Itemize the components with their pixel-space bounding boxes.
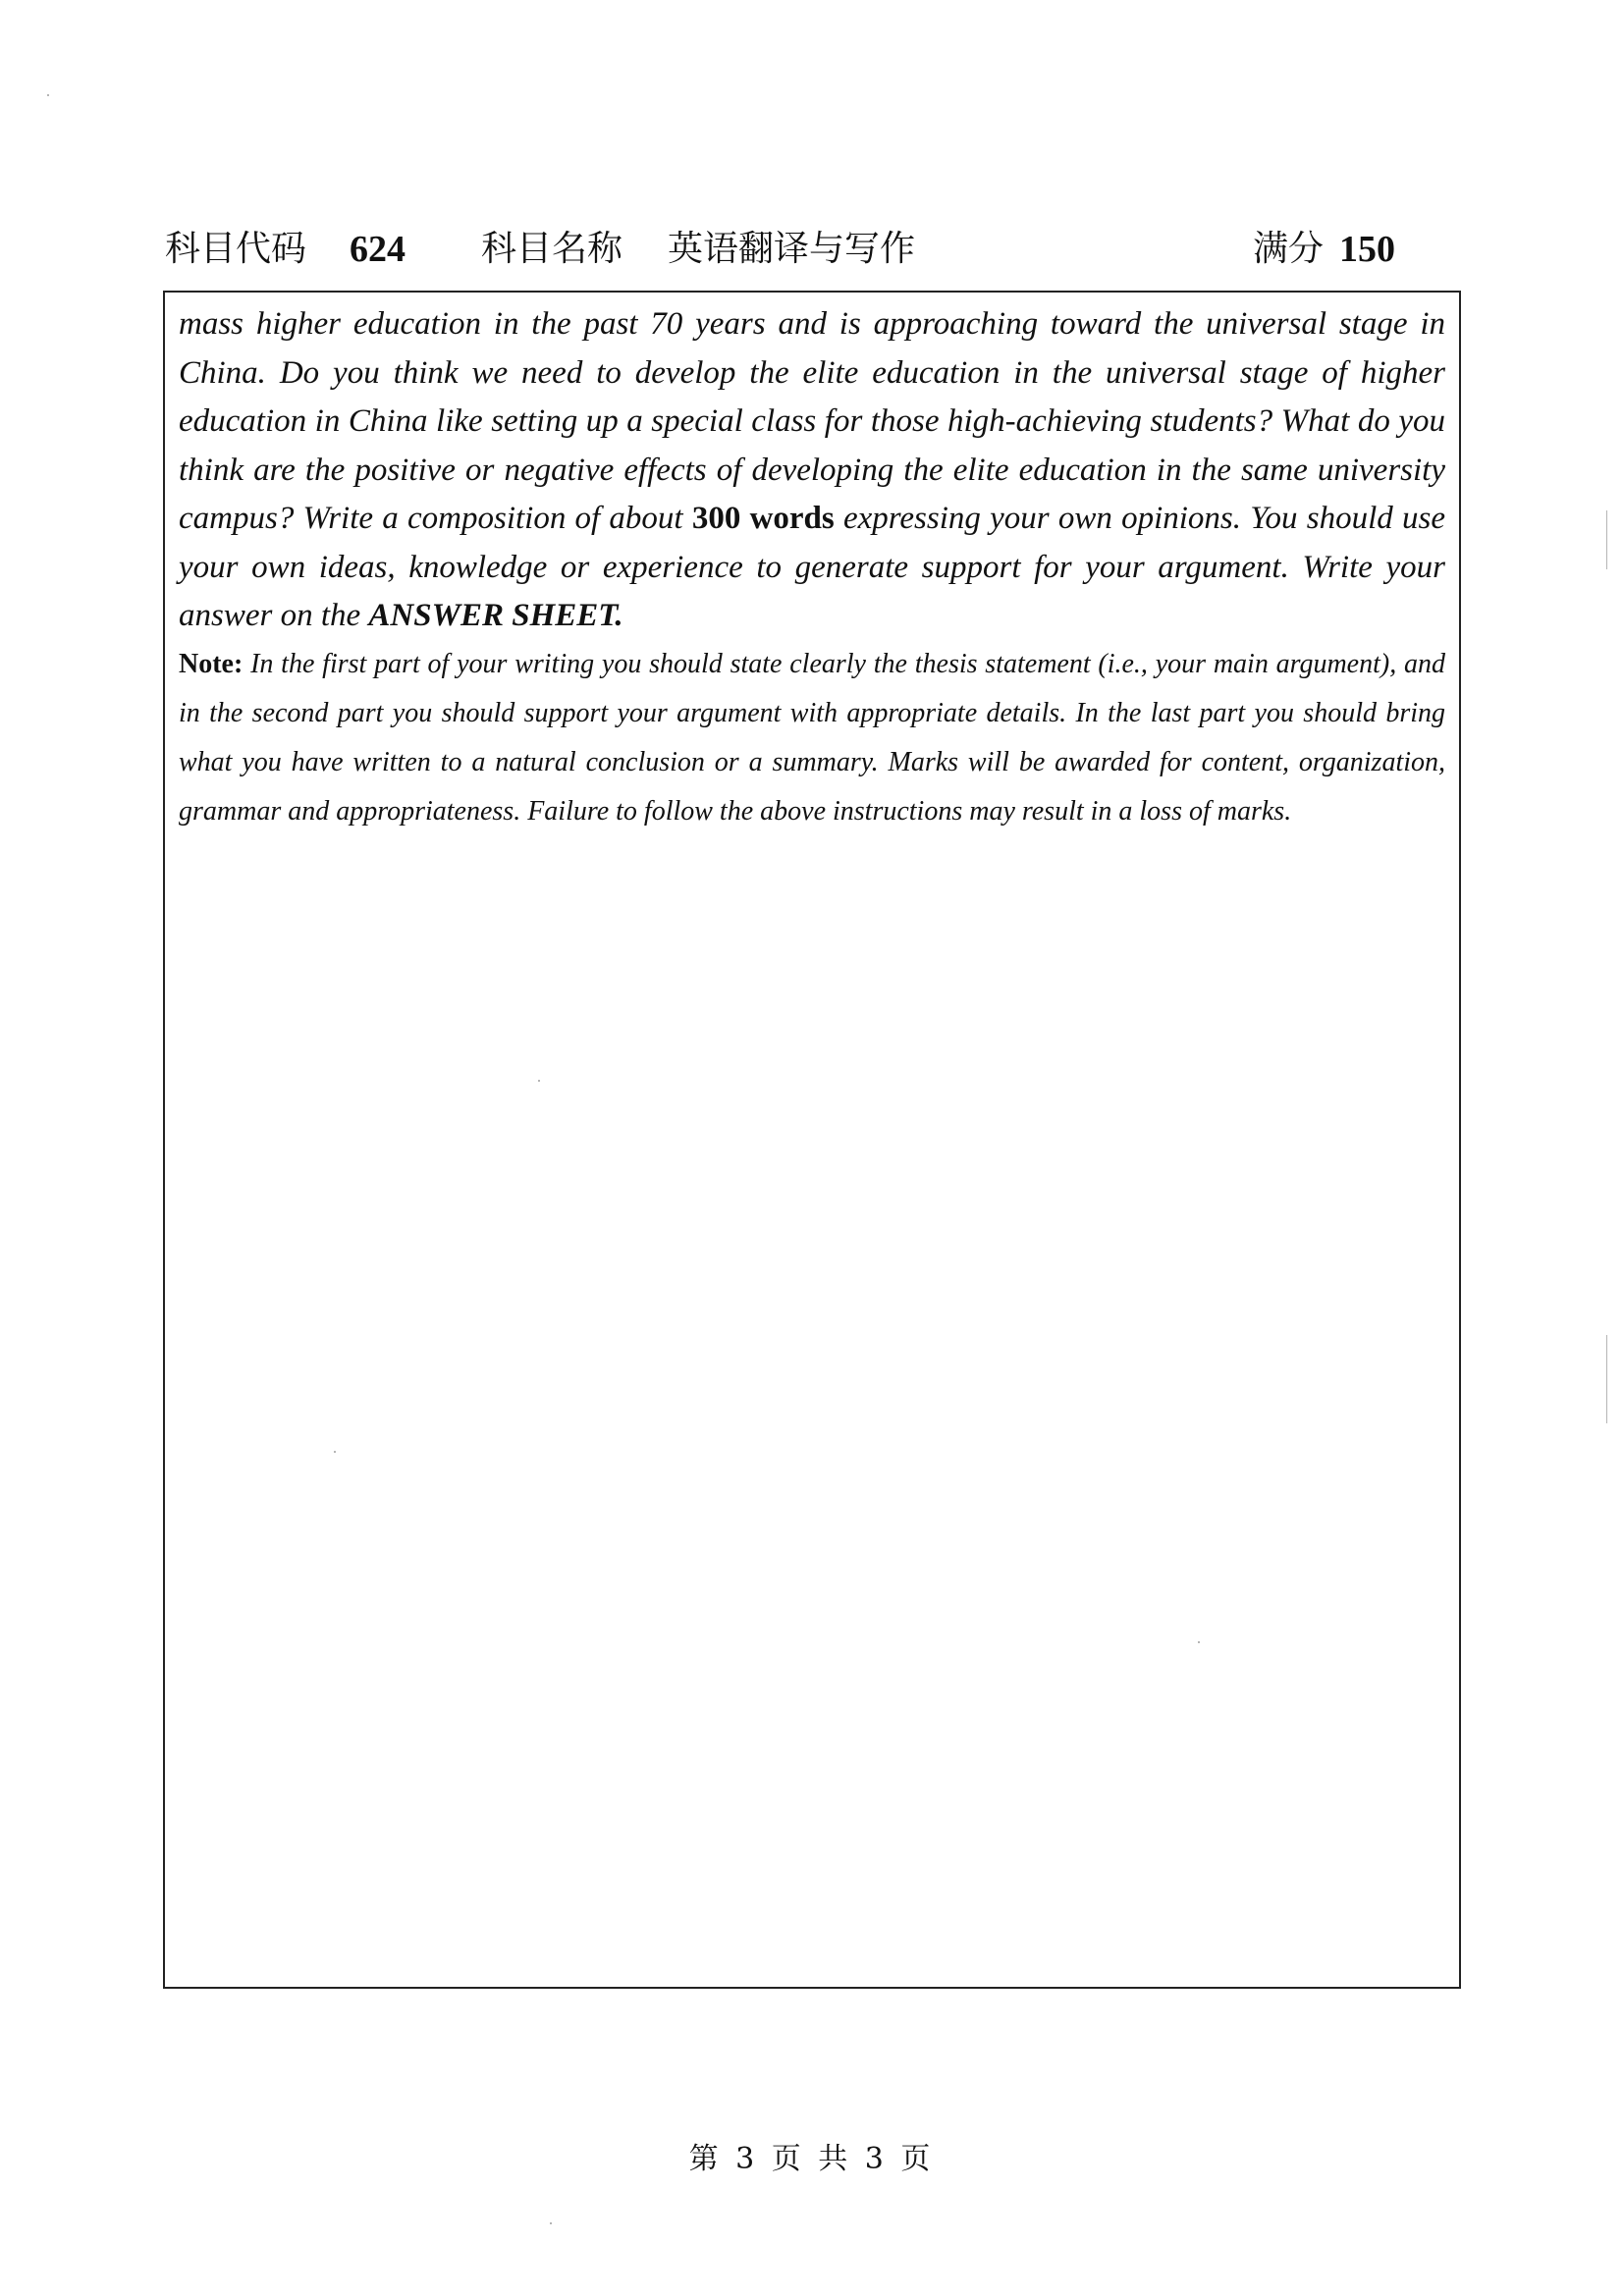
note-label: Note:	[179, 649, 243, 679]
subject-name-label: 科目名称	[481, 229, 623, 269]
scan-speck	[1198, 1641, 1200, 1643]
note-text: In the first part of your writing you should state clearly the thesis statement (i.e., your main argument), and in the second part you should support your argument with appropriate details. In the last part you should bring what you have written to a natural conclusion or a summary. Marks will be awarded for content, organization, grammar and appropriateness. Failure to follow the above instructions may result in a loss of marks.	[179, 649, 1445, 827]
word-count: 300 words	[691, 501, 835, 536]
scan-speck	[334, 1451, 336, 1453]
answer-sheet-label: ANSWER SHEET.	[368, 598, 623, 633]
scan-edge-mark	[1606, 1335, 1607, 1423]
question-text-part1: mass higher education in the past 70 years and is approaching toward the universal stage in China. Do you think we need to develop the elite education in the universal stage of higher education in China like setting up a special class for those high-achieving students? What do you think are the positive or negative effects of developing the elite education in the same university campus? Write a composition of about	[179, 306, 1445, 536]
subject-code: 624	[350, 229, 406, 270]
subject-code-label: 科目代码	[165, 229, 307, 269]
scan-speck	[47, 94, 49, 96]
full-score-label: 满分	[1253, 229, 1325, 269]
question-text	[179, 300, 1445, 641]
page-indicator: 第 3 页 共 3 页	[688, 2142, 935, 2176]
note-paragraph	[179, 640, 1445, 836]
full-score: 150	[1339, 229, 1395, 270]
question-text-part2: expressing your own opinions. You should use your own ideas, knowledge or experience to generate support for your argument. Write your answer on the	[179, 501, 1445, 633]
scan-speck	[538, 1080, 540, 1082]
scan-edge-mark	[1606, 510, 1607, 569]
scan-speck	[550, 2222, 552, 2224]
subject-name: 英语翻译与写作	[668, 229, 916, 269]
question-frame	[163, 291, 1461, 1989]
exam-header	[165, 224, 1461, 275]
